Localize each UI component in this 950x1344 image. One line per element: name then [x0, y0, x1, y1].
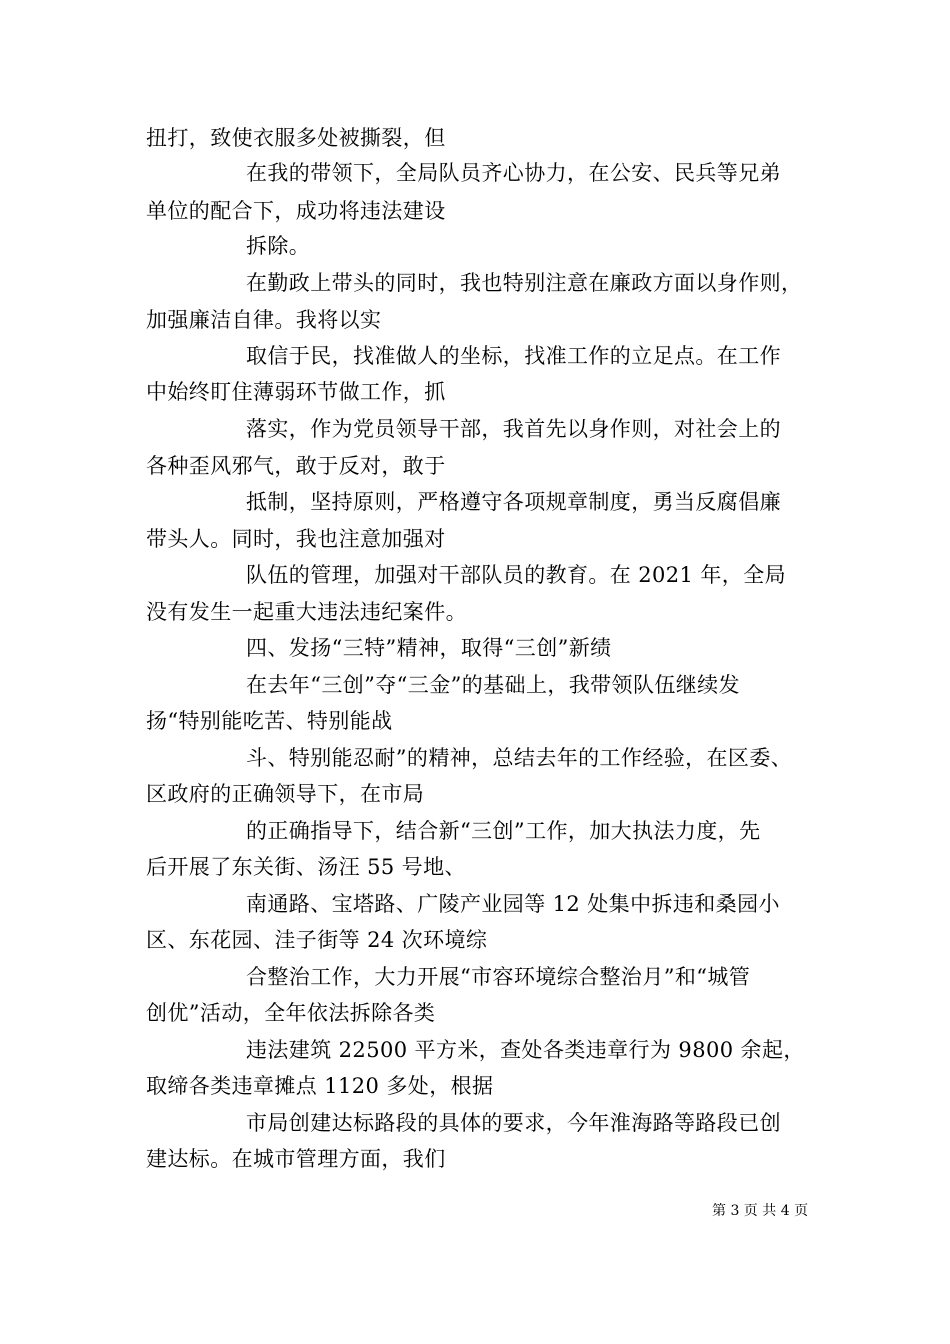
text-line: 取信于民，找准做人的坐标，找准工作的立足点。在工作: [246, 344, 781, 368]
text-line: 没有发生一起重大违法违纪案件。: [146, 600, 467, 624]
text-line: 违法建筑 22500 平方米，查处各类违章行为 9800 余起，: [246, 1038, 805, 1062]
text-line: 单位的配合下，成功将违法建设: [146, 199, 446, 223]
text-line: 取缔各类违章摊点 1120 多处，根据: [146, 1074, 494, 1098]
text-line: 扭打，致使衣服多处被撕裂，但: [146, 126, 446, 150]
text-line: 各种歪风邪气，敢于反对，敢于: [146, 454, 446, 478]
text-line: 加强廉洁自律。我将以实: [146, 308, 382, 332]
text-line: 创优”活动，全年依法拆除各类: [146, 1001, 436, 1025]
text-line: 落实，作为党员领导干部，我首先以身作则，对社会上的: [246, 417, 781, 441]
text-line: 队伍的管理，加强对干部队员的教育。在 2021 年，全局: [246, 563, 786, 587]
text-line: 合整治工作，大力开展“市容环境综合整治月”和“城管: [246, 965, 751, 989]
text-line: 区、东花园、洼子街等 24 次环境综: [146, 928, 488, 952]
text-line: 区政府的正确领导下，在市局: [146, 782, 425, 806]
section-heading: 四、发扬“三特”精神，取得“三创”新绩: [246, 636, 612, 660]
text-line: 带头人。同时，我也注意加强对: [146, 527, 446, 551]
text-line: 后开展了东关街、汤汪 55 号地、: [146, 855, 466, 879]
text-line: 在我的带领下，全局队员齐心协力，在公安、民兵等兄弟: [246, 161, 781, 185]
text-line: 市局创建达标路段的具体的要求，今年淮海路等路段已创: [246, 1111, 781, 1135]
text-line: 南通路、宝塔路、广陵产业园等 12 处集中拆违和桑园小: [246, 892, 780, 916]
text-line: 拆除。: [246, 234, 311, 258]
page-number: 第 3 页 共 4 页: [712, 1203, 809, 1219]
text-line: 的正确指导下，结合新“三创”工作，加大执法力度，先: [246, 819, 761, 843]
text-line: 在去年“三创”夺“三金”的基础上，我带领队伍继续发: [246, 673, 740, 697]
text-line: 在勤政上带头的同时，我也特别注意在廉政方面以身作则，: [246, 271, 803, 295]
text-line: 斗、特别能忍耐”的精神，总结去年的工作经验，在区委、: [246, 746, 793, 770]
text-line: 中始终盯住薄弱环节做工作，抓: [146, 380, 446, 404]
text-line: 抵制，坚持原则，严格遵守各项规章制度，勇当反腐倡廉: [246, 490, 781, 514]
text-line: 建达标。在城市管理方面，我们: [146, 1147, 446, 1171]
text-line: 扬“特别能吃苦、特别能战: [146, 709, 393, 733]
